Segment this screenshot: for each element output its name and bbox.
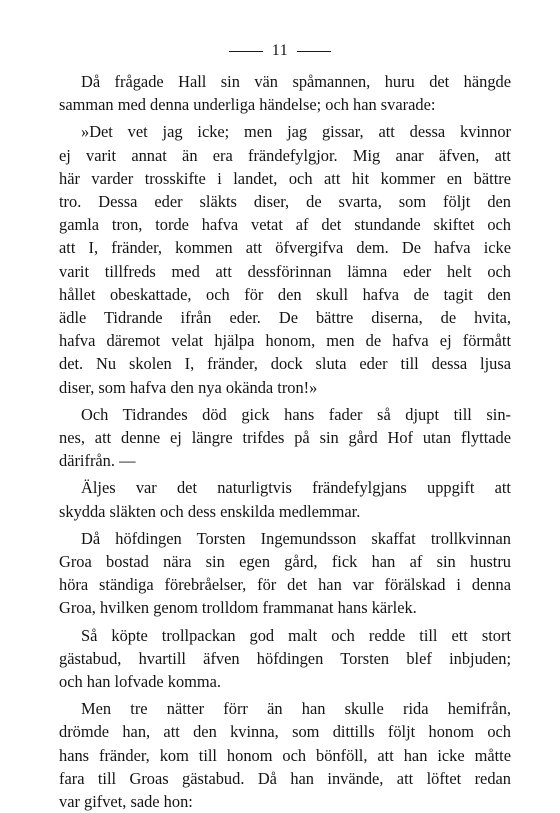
text-line: Då frågade Hall sin vän spåmannen, huru det hängde — [81, 72, 511, 91]
text-line: samman med denna underliga händelse; och han svarade: — [59, 95, 436, 115]
text-line: tro. Dessa eder släkts diser, de svarta, som följt den — [59, 192, 511, 212]
text-line: fara till Groas gästabud. Då han invände, att löftet redan — [59, 768, 511, 788]
text-line: höra ständiga förebråelser, för det han var förälskad i denna — [59, 575, 511, 595]
text-line: gamla tron, torde hafva vetat af det stundande skiftet och — [59, 215, 511, 235]
text-line: drömde han, att den kvinna, som dittills följt honom och — [59, 722, 511, 742]
text-line: diser, som hafva den nya okända tron!» — [59, 377, 318, 397]
text-line: ädle Tidrande ifrån eder. De bättre diserna, de hvita, — [59, 308, 511, 328]
text-line: hållet obeskattade, och för den skull hafva de tagit den — [59, 284, 511, 304]
text-line: Då höfdingen Torsten Ingemundsson skaffat trollkvinnan — [81, 528, 511, 548]
paragraph — [59, 697, 511, 813]
text-line: hans fränder, kom till honom och bönföll, att han icke måtte — [59, 745, 511, 765]
text-line: Så köpte trollpackan god malt och redde till ett stort — [81, 625, 511, 645]
text-line: gästabud, hvartill äfven höfdingen Torsten blef inbjuden; — [59, 648, 511, 668]
text-line: Groa bostad nära sin egen gård, fick han af sin hustru — [59, 552, 511, 572]
text-line: skydda släkten och dess enskilda medlemmar. — [59, 501, 361, 521]
body-text — [59, 70, 511, 813]
text-line: hafva däremot velat hjälpa honom, men de hafva ej förmått — [59, 331, 511, 351]
paragraph — [59, 403, 511, 473]
paragraph — [59, 120, 511, 398]
text-line: varit tillfreds med att dessförinnan lämna eder helt och — [59, 261, 511, 281]
text-line: var gifvet, sade hon: — [59, 792, 193, 812]
text-line: Och Tidrandes död gick hans fader så djupt till sin- — [81, 404, 511, 424]
header-dash-left — [229, 51, 263, 52]
page-number: 11 — [271, 42, 289, 59]
text-line: Men tre nätter förr än han skulle rida hemifrån, — [81, 699, 511, 719]
text-line: »Det vet jag icke; men jag gissar, att dessa kvinnor — [81, 122, 511, 142]
page-header — [0, 42, 560, 60]
text-line: ej varit annat än era frändefylgjor. Mig anar äfven, att — [59, 145, 511, 165]
paragraph — [59, 527, 511, 620]
text-line: Äljes var det naturligtvis frändefylgjans uppgift att — [81, 478, 511, 498]
text-line: därifrån. — — [59, 451, 136, 471]
text-line: nes, att denne ej längre trifdes på sin gård Hof utan flyttade — [59, 428, 511, 448]
text-line: det. Nu skolen I, fränder, dock sluta eder till dessa ljusa — [59, 354, 511, 374]
text-line: här varder trosskifte i landet, och att hit kommer en bättre — [59, 168, 511, 188]
paragraph — [59, 624, 511, 694]
text-line: och han lofvade komma. — [59, 672, 222, 692]
paragraph — [59, 476, 511, 522]
text-line: Groa, hvilken genom trolldom frammanat hans kärlek. — [59, 598, 417, 618]
paragraph — [59, 70, 511, 116]
header-dash-right — [297, 51, 331, 52]
text-line: att I, fränder, kommen att öfvergifva dem. De hafva icke — [59, 238, 511, 258]
